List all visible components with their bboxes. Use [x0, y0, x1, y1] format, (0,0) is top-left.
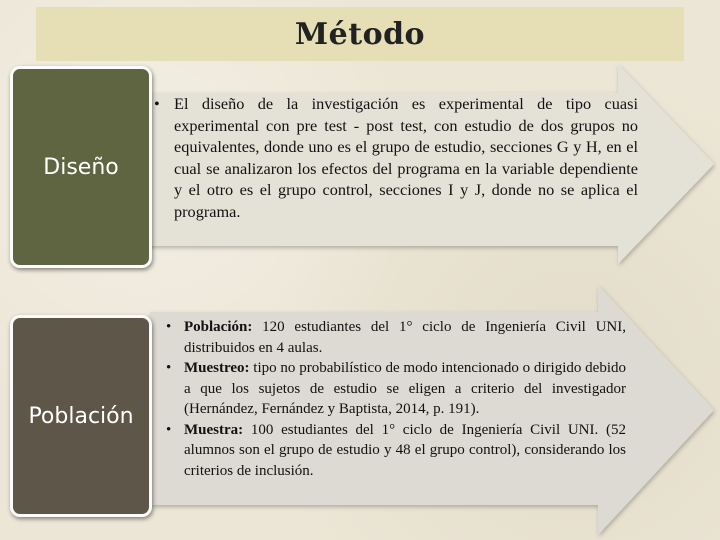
- poblacion-description: [166, 317, 626, 481]
- item-text: tipo no probabilístico de modo intencionado o dirigido debido a que los sujetos de estudio se eligen a criterio del investigador (Hernández, Fernández y Baptista, 2014, p. 191).: [184, 360, 626, 417]
- poblacion-label-box: [10, 315, 152, 517]
- list-item: [166, 420, 626, 482]
- diseno-label: Diseño: [43, 154, 119, 180]
- list-item: [166, 317, 626, 358]
- item-text: 120 estudiantes del 1° ciclo de Ingeniería Civil UNI, distribuidos en 4 aulas.: [184, 319, 626, 356]
- bullet-icon: •: [154, 94, 160, 113]
- diseno-description: [154, 93, 638, 222]
- bullet-icon: •: [166, 421, 172, 438]
- diseno-text: El diseño de la investigación es experimental de tipo cuasi experimental con pre test - post test, con estudio de dos grupos no equivalentes, donde uno es el grupo de estudio, secciones G y H, en el cual se analizaron los efectos del programa en la variable dependiente y el otro es el grupo control, secciones I y J, donde no se aplica el programa.: [174, 94, 638, 221]
- item-term: Muestreo:: [184, 360, 250, 376]
- item-term: Población:: [184, 319, 253, 335]
- poblacion-label: Población: [28, 403, 134, 429]
- bullet-icon: •: [166, 319, 172, 335]
- item-term: Muestra:: [184, 421, 244, 438]
- page-title: Método: [294, 16, 426, 52]
- bullet-icon: •: [166, 360, 172, 376]
- item-text: 100 estudiantes del 1° ciclo de Ingeniería Civil UNI. (52 alumnos son el grupo de estudio y 48 el grupo control), considerando los criterios de inclusión.: [184, 421, 626, 479]
- list-item: [166, 358, 626, 420]
- diseno-label-box: [10, 66, 152, 268]
